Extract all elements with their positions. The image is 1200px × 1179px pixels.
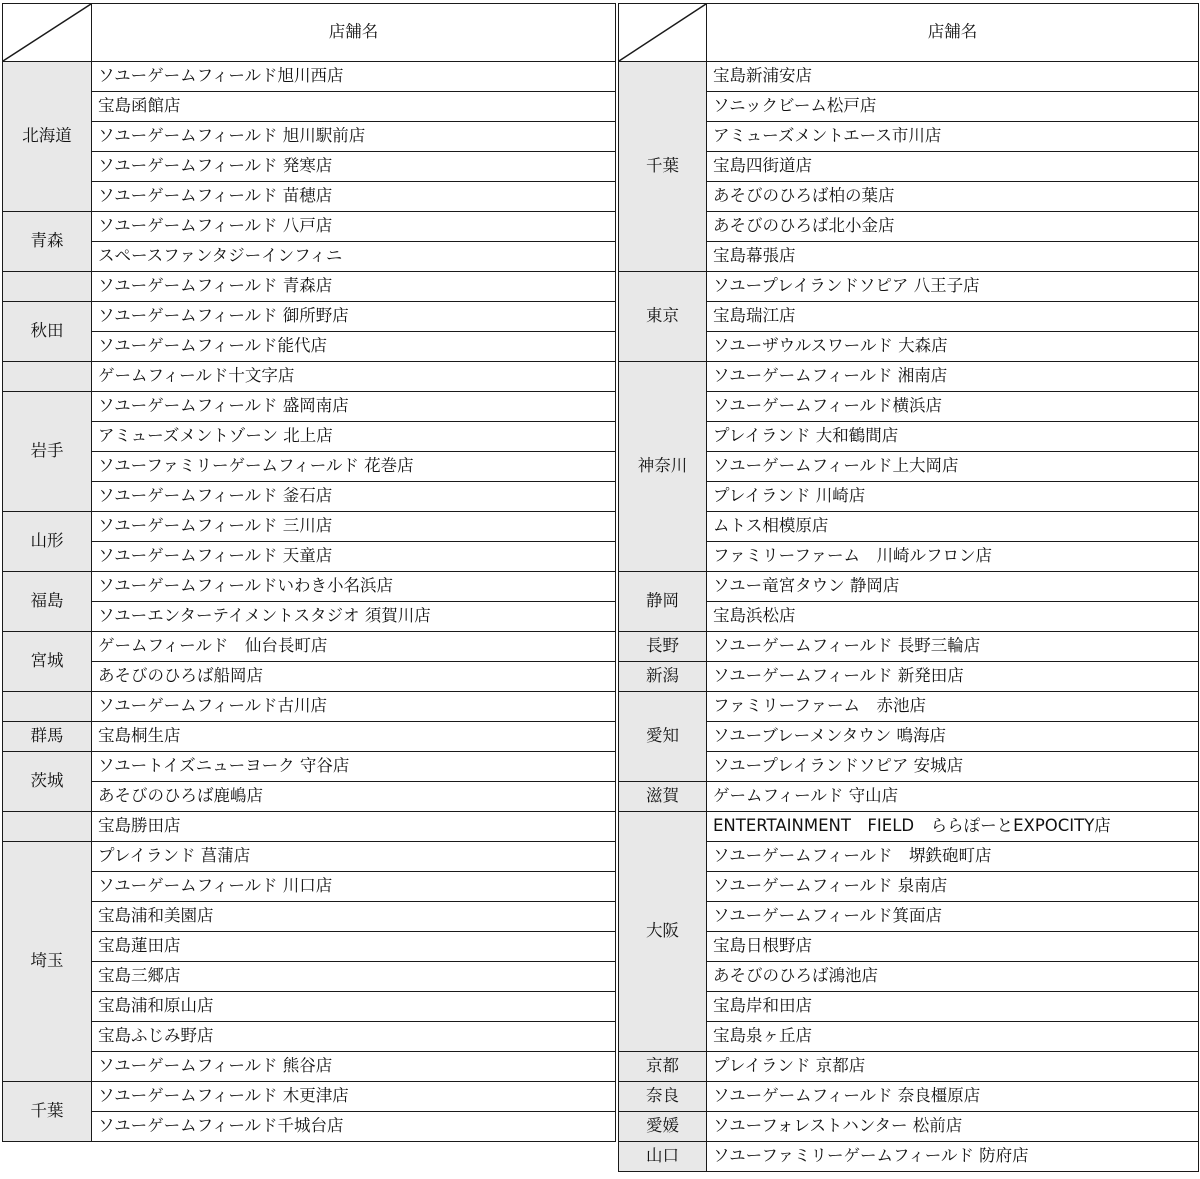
table-row (3, 92, 616, 122)
store-name-cell: プレイランド 菖蒲店 (92, 842, 616, 872)
prefecture-cell: 青森 (3, 212, 92, 272)
prefecture-cell: 宮城 (3, 632, 92, 692)
store-name-cell: プレイランド 大和鶴間店 (707, 422, 1199, 452)
store-name-cell: ソユーゲームフィールドいわき小名浜店 (92, 572, 616, 602)
table-row (3, 872, 616, 902)
table-row (3, 542, 616, 572)
store-name-cell: ソユーゲームフィールド 湘南店 (707, 362, 1199, 392)
table-row (3, 812, 616, 842)
store-name-cell: ソユーゲームフィールド上大岡店 (707, 452, 1199, 482)
prefecture-cell (3, 272, 92, 302)
store-name-cell: ソユーゲームフィールド 熊谷店 (92, 1052, 616, 1082)
store-name-cell: ソユーゲームフィールド 苗穂店 (92, 182, 616, 212)
prefecture-cell: 群馬 (3, 722, 92, 752)
prefecture-cell: 愛媛 (619, 1112, 707, 1142)
prefecture-cell (3, 362, 92, 392)
table-row (619, 572, 1199, 602)
table-row (3, 662, 616, 692)
store-name-cell: 宝島浜松店 (707, 602, 1199, 632)
store-name-cell: あそびのひろば北小金店 (707, 212, 1199, 242)
prefecture-cell (3, 692, 92, 722)
store-name-cell: ソユープレイランドソピア 安城店 (707, 752, 1199, 782)
store-name-cell: ソユーゲームフィールド箕面店 (707, 902, 1199, 932)
store-name-cell: あそびのひろば鴻池店 (707, 962, 1199, 992)
store-name-cell: ソユーファミリーゲームフィールド 防府店 (707, 1142, 1199, 1172)
table-row (3, 482, 616, 512)
store-name-cell: スペースファンタジーインフィニ (92, 242, 616, 272)
store-name-cell: ソニックビーム松戸店 (707, 92, 1199, 122)
store-name-cell: ソユープレイランドソピア 八王子店 (707, 272, 1199, 302)
table-row (3, 422, 616, 452)
table-row (3, 842, 616, 872)
table-row (3, 62, 616, 92)
prefecture-cell: 茨城 (3, 752, 92, 812)
store-name-cell: 宝島ふじみ野店 (92, 1022, 616, 1052)
table-row (619, 1052, 1199, 1082)
store-name-cell: 宝島浦和美園店 (92, 902, 616, 932)
table-row (619, 1112, 1199, 1142)
store-name-cell: ENTERTAINMENT FIELD ららぽーとEXPOCITY店 (707, 812, 1199, 842)
left-table-body (3, 4, 616, 1142)
prefecture-cell: 神奈川 (619, 362, 707, 572)
store-name-cell: ソユートイズニューヨーク 守谷店 (92, 752, 616, 782)
store-name-cell: 宝島四街道店 (707, 152, 1199, 182)
table-row (619, 362, 1199, 392)
store-name-cell: ソユーゲームフィールド 天童店 (92, 542, 616, 572)
table-row (619, 662, 1199, 692)
store-name-cell: ファミリーファーム 赤池店 (707, 692, 1199, 722)
store-name-cell: ソユーゲームフィールド 奈良橿原店 (707, 1082, 1199, 1112)
header-corner-diagonal (619, 4, 707, 62)
prefecture-cell: 静岡 (619, 572, 707, 632)
table-row (3, 362, 616, 392)
table-row (3, 452, 616, 482)
store-name-cell: 宝島新浦安店 (707, 62, 1199, 92)
store-name-cell: ソユーブレーメンタウン 鳴海店 (707, 722, 1199, 752)
prefecture-cell: 新潟 (619, 662, 707, 692)
table-row (619, 62, 1199, 92)
store-name-cell: ソユーゲームフィールド 御所野店 (92, 302, 616, 332)
store-name-cell: アミューズメントエース市川店 (707, 122, 1199, 152)
table-row (619, 272, 1199, 302)
table-row (3, 962, 616, 992)
table-row (3, 152, 616, 182)
table-row (3, 302, 616, 332)
prefecture-cell: 秋田 (3, 302, 92, 362)
store-name-cell: ソユーゲームフィールド旭川西店 (92, 62, 616, 92)
store-name-cell: ソユーゲームフィールド 堺鉄砲町店 (707, 842, 1199, 872)
table-row (3, 902, 616, 932)
store-name-cell: 宝島浦和原山店 (92, 992, 616, 1022)
prefecture-cell: 長野 (619, 632, 707, 662)
store-name-cell: ソユーゲームフィールド 新発田店 (707, 662, 1199, 692)
table-row (3, 1112, 616, 1142)
table-row (3, 1022, 616, 1052)
prefecture-cell: 福島 (3, 572, 92, 632)
store-name-cell: ファミリーファーム 川崎ルフロン店 (707, 542, 1199, 572)
table-row (3, 752, 616, 782)
store-name-cell: ソユーザウルスワールド 大森店 (707, 332, 1199, 362)
store-name-cell: ソユーゲームフィールド横浜店 (707, 392, 1199, 422)
table-row (3, 992, 616, 1022)
store-name-cell: 宝島桐生店 (92, 722, 616, 752)
prefecture-cell: 千葉 (619, 62, 707, 272)
store-name-cell: ソユーゲームフィールド 釜石店 (92, 482, 616, 512)
store-name-cell: ソユーゲームフィールド 泉南店 (707, 872, 1199, 902)
store-name-cell: プレイランド 京都店 (707, 1052, 1199, 1082)
store-name-header: 店舗名 (92, 4, 616, 62)
table-row (3, 602, 616, 632)
store-name-cell: ソユーゲームフィールド千城台店 (92, 1112, 616, 1142)
table-row (619, 632, 1199, 662)
table-row (619, 812, 1199, 842)
store-name-cell: あそびのひろば柏の葉店 (707, 182, 1199, 212)
store-name-cell: ソユーゲームフィールド 旭川駅前店 (92, 122, 616, 152)
store-name-cell: ソユーゲームフィールド古川店 (92, 692, 616, 722)
store-name-cell: ソユー竜宮タウン 静岡店 (707, 572, 1199, 602)
prefecture-cell: 奈良 (619, 1082, 707, 1112)
store-name-cell: 宝島岸和田店 (707, 992, 1199, 1022)
store-name-cell: 宝島蓮田店 (92, 932, 616, 962)
store-name-cell: ソユーゲームフィールド 発寒店 (92, 152, 616, 182)
store-name-cell: ソユーエンターテイメントスタジオ 須賀川店 (92, 602, 616, 632)
prefecture-cell: 大阪 (619, 812, 707, 1052)
left-store-table (2, 3, 616, 1142)
store-name-cell: ムトス相模原店 (707, 512, 1199, 542)
right-table-body (619, 4, 1199, 1172)
store-name-cell: ゲームフィールド 守山店 (707, 782, 1199, 812)
store-name-cell: 宝島日根野店 (707, 932, 1199, 962)
prefecture-cell: 滋賀 (619, 782, 707, 812)
prefecture-cell: 岩手 (3, 392, 92, 512)
store-name-cell: ソユーゲームフィールド 八戸店 (92, 212, 616, 242)
store-name-cell: ソユーファミリーゲームフィールド 花巻店 (92, 452, 616, 482)
store-name-cell: 宝島函館店 (92, 92, 616, 122)
store-name-cell: あそびのひろば鹿嶋店 (92, 782, 616, 812)
store-name-cell: ゲームフィールド十文字店 (92, 362, 616, 392)
store-name-cell: ゲームフィールド 仙台長町店 (92, 632, 616, 662)
prefecture-cell: 千葉 (3, 1082, 92, 1142)
table-row (619, 692, 1199, 722)
table-row (619, 1082, 1199, 1112)
header-row (3, 4, 616, 62)
table-row (3, 512, 616, 542)
store-name-cell: プレイランド 川崎店 (707, 482, 1199, 512)
table-row (3, 782, 616, 812)
store-name-cell: 宝島勝田店 (92, 812, 616, 842)
table-row (3, 1052, 616, 1082)
store-name-cell: ソユーゲームフィールド 青森店 (92, 272, 616, 302)
right-store-table (618, 3, 1199, 1172)
prefecture-cell: 愛知 (619, 692, 707, 782)
table-row (3, 722, 616, 752)
table-row (3, 332, 616, 362)
prefecture-cell: 山口 (619, 1142, 707, 1172)
prefecture-cell: 北海道 (3, 62, 92, 212)
table-row (3, 122, 616, 152)
prefecture-cell: 東京 (619, 272, 707, 362)
store-name-cell: あそびのひろば船岡店 (92, 662, 616, 692)
table-row (3, 242, 616, 272)
store-name-header: 店舗名 (707, 4, 1199, 62)
prefecture-cell: 埼玉 (3, 842, 92, 1082)
store-name-cell: ソユーゲームフィールド 盛岡南店 (92, 392, 616, 422)
table-row (619, 1142, 1199, 1172)
table-row (3, 572, 616, 602)
prefecture-cell (3, 812, 92, 842)
store-name-cell: ソユーゲームフィールド能代店 (92, 332, 616, 362)
store-name-cell: ソユーゲームフィールド 三川店 (92, 512, 616, 542)
prefecture-cell: 山形 (3, 512, 92, 572)
table-row (619, 782, 1199, 812)
header-row (619, 4, 1199, 62)
table-row (3, 392, 616, 422)
table-row (3, 212, 616, 242)
table-row (3, 272, 616, 302)
store-name-cell: 宝島瑞江店 (707, 302, 1199, 332)
store-name-cell: 宝島三郷店 (92, 962, 616, 992)
table-row (3, 932, 616, 962)
table-row (3, 632, 616, 662)
table-row (3, 1082, 616, 1112)
prefecture-cell: 京都 (619, 1052, 707, 1082)
store-name-cell: アミューズメントゾーン 北上店 (92, 422, 616, 452)
store-name-cell: ソユーゲームフィールド 木更津店 (92, 1082, 616, 1112)
store-name-cell: 宝島泉ヶ丘店 (707, 1022, 1199, 1052)
table-row (3, 692, 616, 722)
store-name-cell: ソユーフォレストハンター 松前店 (707, 1112, 1199, 1142)
store-name-cell: 宝島幕張店 (707, 242, 1199, 272)
header-corner-diagonal (3, 4, 92, 62)
store-name-cell: ソユーゲームフィールド 長野三輪店 (707, 632, 1199, 662)
store-name-cell: ソユーゲームフィールド 川口店 (92, 872, 616, 902)
table-row (3, 182, 616, 212)
